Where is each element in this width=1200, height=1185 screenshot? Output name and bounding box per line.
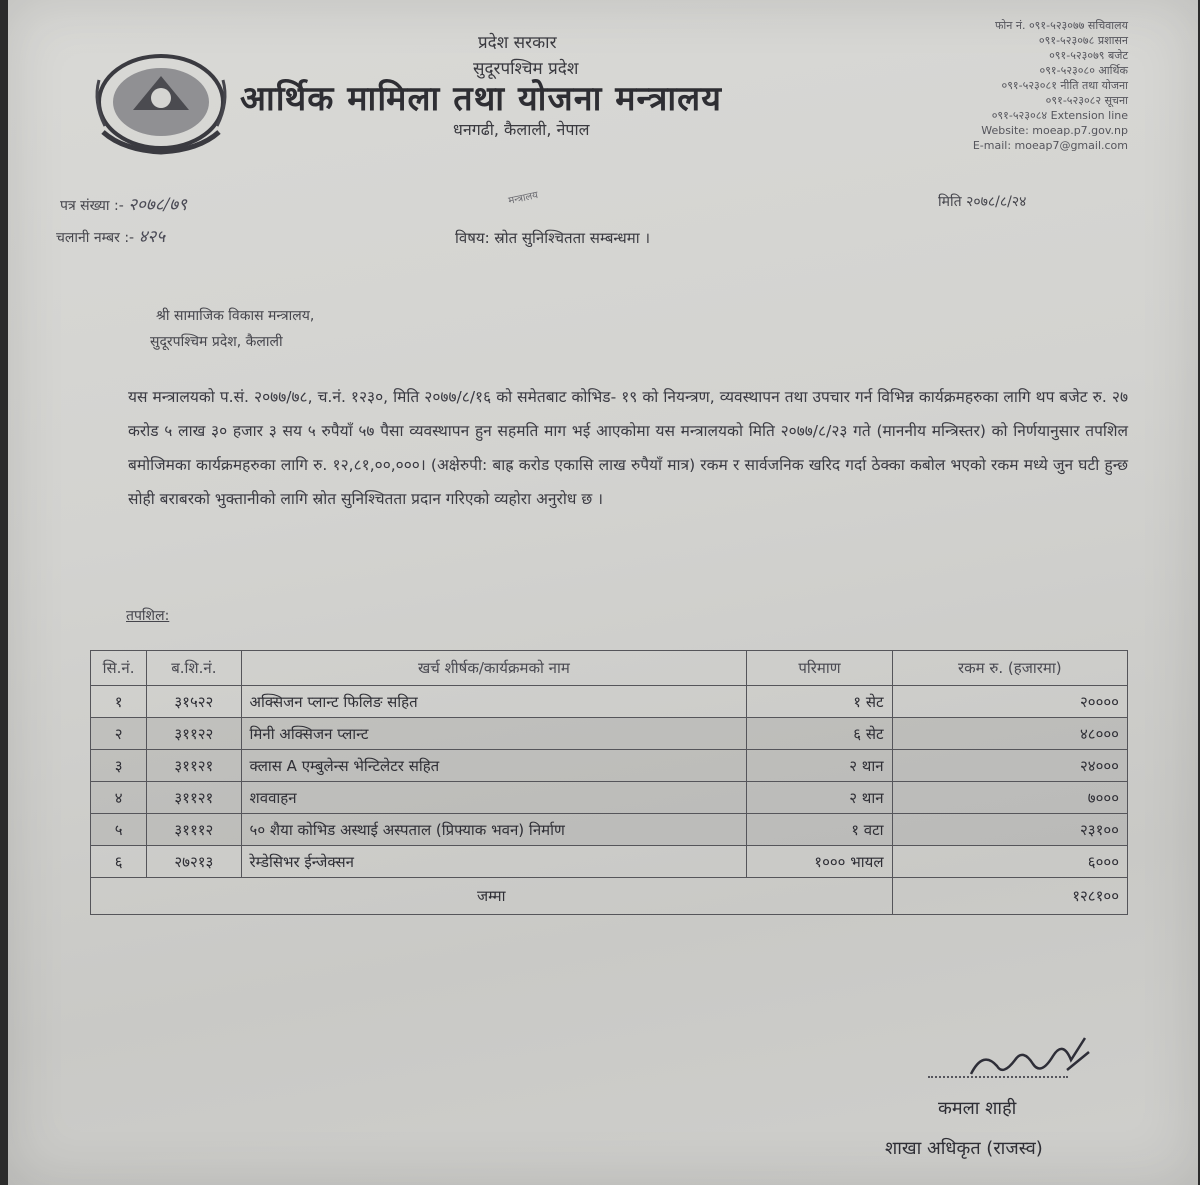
table-row <box>91 782 1128 814</box>
contact-line: ०९१-५२३०८२ सूचना <box>1045 94 1128 107</box>
cell-name: क्लास A एम्बुलेन्स भेन्टिलेटर सहित <box>241 750 747 782</box>
cell-amount: २०००० <box>892 686 1127 718</box>
reference-value: २०७८/७९ <box>128 195 187 215</box>
table-row <box>91 846 1128 878</box>
cell-amount: ४८००० <box>892 718 1127 750</box>
header-quantity: परिमाण <box>747 651 892 686</box>
contact-line: ०९१-५२३०८४ Extension line <box>991 109 1128 122</box>
contact-line: E-mail: moeap7@gmail.com <box>972 139 1128 152</box>
cell-name: रेम्डेसिभर ईन्जेक्सन <box>241 846 747 878</box>
reference-label: पत्र संख्या :- <box>60 198 124 214</box>
cell-name: शववाहन <box>241 782 747 814</box>
cell-name: ५० शैया कोभिड अस्थाई अस्पताल (प्रिफ्याक भवन) निर्माण <box>241 814 747 846</box>
cell-amount: २३१०० <box>892 814 1127 846</box>
table-row <box>91 686 1128 718</box>
contact-line: फोन नं. ०९१-५२३०७७ सचिवालय <box>994 19 1128 32</box>
cell-sn: २ <box>91 718 147 750</box>
letter-page <box>8 0 1198 1185</box>
cell-code: ३११२१ <box>147 750 241 782</box>
cell-code: २७२१३ <box>147 846 241 878</box>
date-value: २०७८/८/२४ <box>966 194 1027 210</box>
letter-body: यस मन्त्रालयको प.सं. २०७७/७८, च.नं. १२३०, मिति २०७७/८/१६ को समेतबाट कोभिड- १९ को नियन्त्रण, व्यवस्थापन तथा उपचार गर्न विभिन्न कार्यक्रमहरुका लागि थप बजेट रु. २७ करोड ५ लाख ३० हजार ३ सय ५ रुपैयाँ ५७ पैसा व्यवस्थापन हुन सहमति माग भई आएकोमा यस मन्त्रालयको मिति २०७७/८/२३ गते (माननीय मन्त्रिस्तर) को निर्णयानुसार तपशिल बमोजिमका कार्यक्रमहरुका लागि रु. १२,८१,००,०००। (अक्षेरुपी: बाह्र करोड एकासि लाख रुपैयाँ मात्र) रकम र सार्वजनिक खरिद गर्दा ठेक्का कबोल भएको रकम मध्ये जुन घटी हुन्छ सोही बराबरको भुक्तानीको लागि स्रोत सुनिश्चितता प्रदान गरिएको व्यहोरा अनुरोध छ । <box>128 388 1128 508</box>
recipient-line-1: श्री सामाजिक विकास मन्त्रालय, <box>156 308 315 324</box>
ministry-heading: आर्थिक मामिला तथा योजना मन्त्रालय <box>240 79 722 119</box>
cell-sn: ४ <box>91 782 147 814</box>
cell-quantity: २ थान <box>747 750 892 782</box>
cell-quantity: १००० भायल <box>747 846 892 878</box>
cell-code: ३११२२ <box>147 718 241 750</box>
signatory-name: कमला शाही <box>938 1098 1017 1119</box>
cell-amount: ६००० <box>892 846 1127 878</box>
letter-date <box>938 192 1026 211</box>
table-header-row <box>91 651 1128 686</box>
cell-sn: ३ <box>91 750 147 782</box>
cell-amount: २४००० <box>892 750 1127 782</box>
program-table <box>90 650 1128 915</box>
dispatch-value: ४२५ <box>138 227 166 247</box>
reference-number <box>60 192 187 215</box>
dispatch-number <box>56 224 165 247</box>
dispatch-label: चलानी नम्बर :- <box>56 230 135 246</box>
signature-scribble-icon <box>963 1030 1093 1090</box>
cell-name: अक्सिजन प्लान्ट फिलिङ सहित <box>241 686 747 718</box>
contact-line: ०९१-५२३०७८ प्रशासन <box>1038 34 1128 47</box>
government-emblem-icon <box>83 40 233 160</box>
cell-quantity: १ सेट <box>747 686 892 718</box>
table-total-row <box>91 878 1128 915</box>
stamp-mark: मन्त्रालय <box>507 189 540 207</box>
table-row <box>91 718 1128 750</box>
cell-name: मिनी अक्सिजन प्लान्ट <box>241 718 747 750</box>
cell-amount: ७००० <box>892 782 1127 814</box>
header-sn: सि.नं. <box>91 651 147 686</box>
cell-quantity: २ थान <box>747 782 892 814</box>
table-row <box>91 750 1128 782</box>
table-row <box>91 814 1128 846</box>
cell-quantity: १ वटा <box>747 814 892 846</box>
contact-block <box>868 18 1128 153</box>
header-budget-code: ब.शि.नं. <box>147 651 241 686</box>
signature-line <box>928 1076 1068 1078</box>
government-heading: प्रदेश सरकार <box>478 33 557 53</box>
total-label: जम्मा <box>91 878 893 915</box>
annex-label: तपशिल: <box>126 608 170 624</box>
cell-code: ३११२१ <box>147 782 241 814</box>
contact-line: ०९१-५२३०८० आर्थिक <box>1039 64 1128 77</box>
cell-sn: १ <box>91 686 147 718</box>
total-amount: १२८१०० <box>892 878 1127 915</box>
ministry-address: धनगढी, कैलाली, नेपाल <box>453 120 590 139</box>
cell-sn: ५ <box>91 814 147 846</box>
province-heading: सुदूरपश्चिम प्रदेश <box>473 59 579 79</box>
date-label: मिति <box>938 194 962 210</box>
cell-sn: ६ <box>91 846 147 878</box>
signatory-title: शाखा अधिकृत (राजस्व) <box>885 1138 1043 1159</box>
letter-subject: विषय: स्रोत सुनिश्चितता सम्बन्धमा । <box>455 229 651 247</box>
header-amount: रकम रु. (हजारमा) <box>892 651 1127 686</box>
cell-code: ३१११२ <box>147 814 241 846</box>
contact-line: ०९१-५२३०८१ नीति तथा योजना <box>1001 79 1128 92</box>
contact-line: Website: moeap.p7.gov.np <box>981 124 1128 137</box>
header-program-name: खर्च शीर्षक/कार्यक्रमको नाम <box>241 651 747 686</box>
contact-line: ०९१-५२३०७९ बजेट <box>1049 49 1128 62</box>
recipient-line-2: सुदूरपश्चिम प्रदेश, कैलाली <box>150 334 283 350</box>
cell-code: ३१५२२ <box>147 686 241 718</box>
cell-quantity: ६ सेट <box>747 718 892 750</box>
